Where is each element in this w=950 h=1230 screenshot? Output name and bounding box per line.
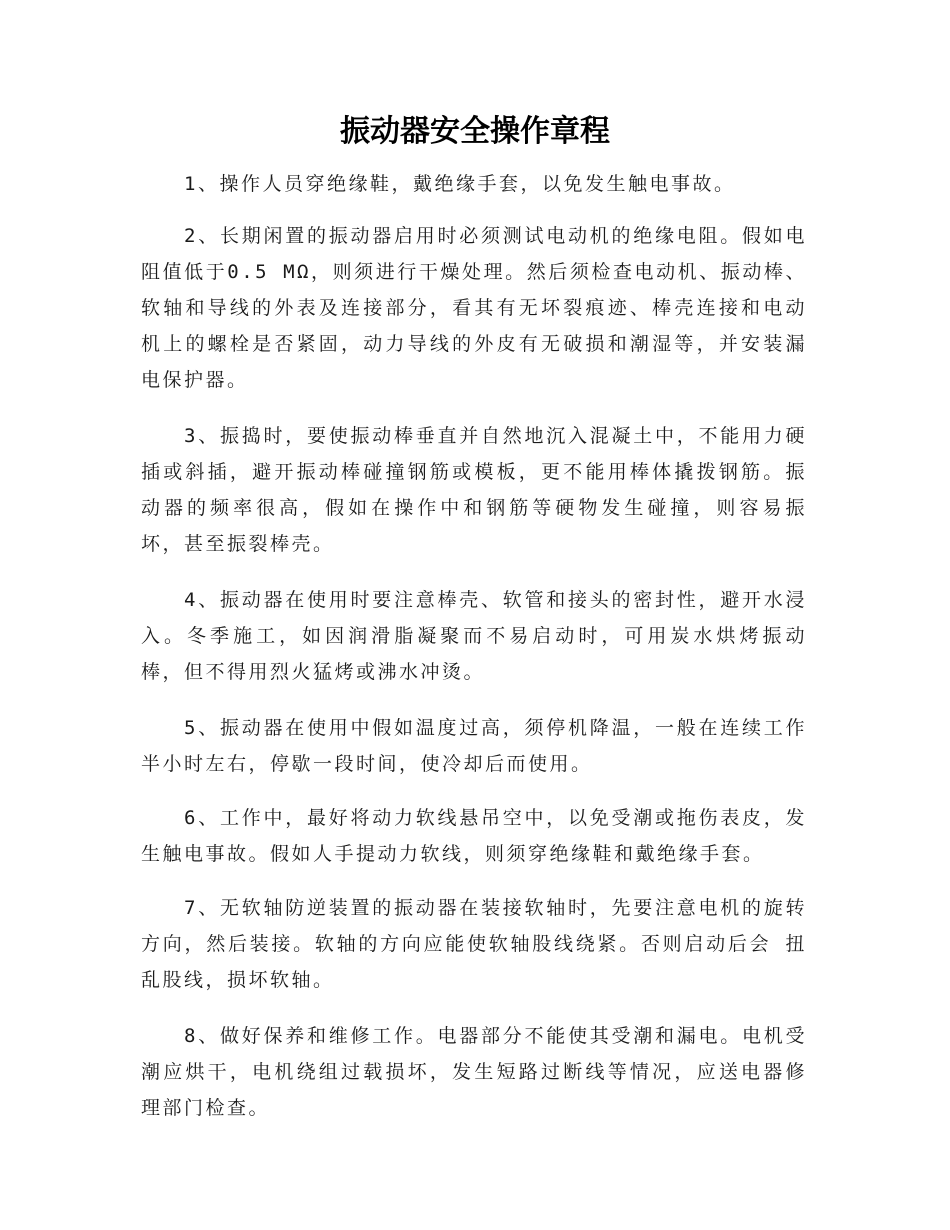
paragraph-3: 3、振捣时，要使振动棒垂直并自然地沉入混凝土中，不能用力硬插或斜插，避开振动棒碰撞钢筋或模板，更不能用棒体撬拨钢筋。振动器的频率很高，假如在操作中和钢筋等硬物发生碰撞，则容易振坏，甚至振裂棒壳。: [141, 425, 807, 555]
paragraph-5: 5、振动器在使用中假如温度过高，须停机降温，一般在连续工作半小时左右，停歇一段时间，使冷却后而使用。: [141, 717, 807, 775]
paragraph-6: 6、工作中，最好将动力软线悬吊空中，以免受潮或拖伤表皮，发生触电事故。假如人手提动力软线，则须穿绝缘鞋和戴绝缘手套。: [141, 807, 807, 865]
paragraph-7: 7、无软轴防逆装置的振动器在装接软轴时，先要注意电机的旋转方向，然后装接。软轴的方向应能使软轴股线绕紧。否则启动后会 扭乱股线，损坏软轴。: [141, 897, 807, 991]
paragraph-1: 1、操作人员穿绝缘鞋，戴绝缘手套，以免发生触电事故。: [184, 173, 736, 195]
paragraph-8: 8、做好保养和维修工作。电器部分不能使其受潮和漏电。电机受潮应烘干，电机绕组过载损坏，发生短路过断线等情况，应送电器修理部门检查。: [141, 1025, 807, 1119]
document-title: 振动器安全操作章程: [340, 114, 610, 149]
paragraph-2: 2、长期闲置的振动器启用时必须测试电动机的绝缘电阻。假如电阻值低于0.5 MΩ，则须进行干燥处理。然后须检查电动机、振动棒、软轴和导线的外表及连接部分，看其有无坏裂痕迹、棒壳连接和电动机上的螺栓是否紧固，动力导线的外皮有无破损和潮湿等，并安装漏电保护器。: [141, 225, 807, 391]
paragraph-4: 4、振动器在使用时要注意棒壳、软管和接头的密封性，避开水浸入。冬季施工，如因润滑脂凝聚而不易启动时，可用炭水烘烤振动棒，但不得用烈火猛烤或沸水冲烫。: [141, 589, 807, 683]
